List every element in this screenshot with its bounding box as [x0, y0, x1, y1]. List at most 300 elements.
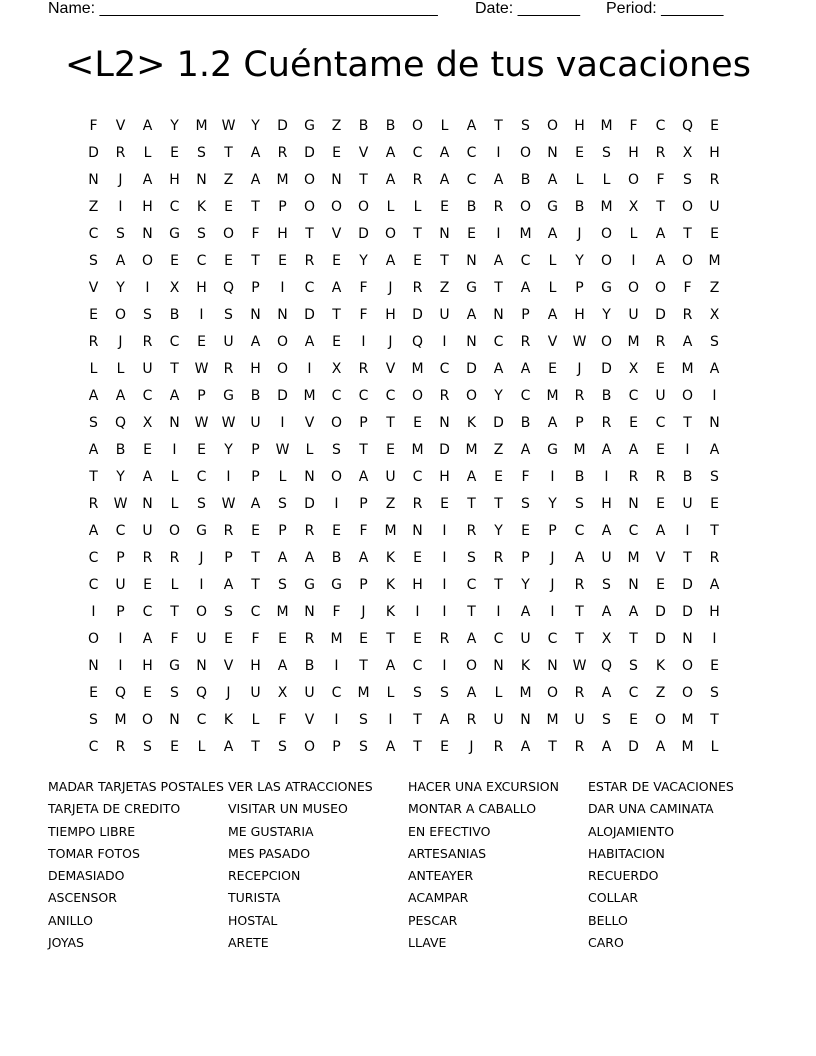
grid-cell[interactable]: C [493, 334, 504, 350]
grid-cell[interactable]: E [143, 685, 152, 701]
grid-cell[interactable]: P [332, 739, 341, 755]
grid-cell[interactable]: H [601, 496, 612, 512]
grid-cell[interactable]: O [681, 388, 694, 404]
grid-cell[interactable]: P [521, 550, 530, 566]
grid-cell[interactable]: V [547, 334, 558, 350]
grid-cell[interactable]: H [196, 280, 207, 296]
grid-cell[interactable]: U [196, 631, 207, 647]
grid-cell[interactable]: C [412, 145, 423, 161]
grid-cell[interactable]: T [413, 739, 422, 755]
grid-cell[interactable]: E [224, 199, 233, 215]
grid-cell[interactable]: S [602, 145, 611, 161]
grid-cell[interactable]: A [466, 469, 477, 485]
grid-cell[interactable]: D [439, 442, 450, 458]
grid-cell[interactable]: H [250, 361, 261, 377]
grid-cell[interactable]: A [439, 145, 450, 161]
grid-cell[interactable]: Q [222, 280, 235, 296]
grid-cell[interactable]: P [251, 469, 260, 485]
grid-cell[interactable]: A [385, 172, 396, 188]
grid-cell[interactable]: I [280, 415, 285, 431]
grid-cell[interactable]: S [89, 712, 98, 728]
grid-cell[interactable]: L [251, 712, 260, 728]
grid-cell[interactable]: M [276, 604, 289, 620]
grid-cell[interactable]: O [303, 739, 316, 755]
grid-cell[interactable]: E [710, 226, 719, 242]
grid-cell[interactable]: D [304, 307, 315, 323]
grid-cell[interactable]: T [224, 145, 233, 161]
grid-cell[interactable]: E [494, 469, 503, 485]
grid-cell[interactable]: J [577, 226, 582, 242]
grid-cell[interactable]: P [251, 280, 260, 296]
grid-cell[interactable]: F [629, 118, 638, 134]
grid-cell[interactable]: M [195, 118, 208, 134]
grid-cell[interactable]: M [330, 631, 343, 647]
grid-cell[interactable]: A [88, 523, 99, 539]
grid-cell[interactable]: S [467, 550, 476, 566]
grid-cell[interactable]: M [276, 172, 289, 188]
grid-cell[interactable]: R [574, 739, 585, 755]
grid-cell[interactable]: C [466, 145, 477, 161]
grid-cell[interactable]: J [118, 334, 123, 350]
grid-cell[interactable]: B [682, 469, 693, 485]
grid-cell[interactable]: V [331, 226, 342, 242]
grid-cell[interactable]: K [520, 658, 531, 674]
grid-cell[interactable]: C [439, 361, 450, 377]
grid-cell[interactable]: T [494, 496, 503, 512]
grid-cell[interactable]: M [519, 226, 532, 242]
grid-cell[interactable]: V [223, 658, 234, 674]
grid-cell[interactable]: E [629, 415, 638, 431]
grid-cell[interactable]: F [251, 631, 260, 647]
grid-cell[interactable]: F [359, 307, 368, 323]
grid-cell[interactable]: T [170, 361, 179, 377]
grid-cell[interactable]: F [251, 226, 260, 242]
grid-cell[interactable]: C [142, 604, 153, 620]
grid-cell[interactable]: A [250, 496, 261, 512]
grid-cell[interactable]: G [169, 658, 180, 674]
grid-cell[interactable]: N [709, 415, 720, 431]
grid-cell[interactable]: Z [493, 442, 504, 458]
grid-cell[interactable]: A [547, 307, 558, 323]
grid-cell[interactable]: O [519, 145, 532, 161]
grid-cell[interactable]: A [493, 361, 504, 377]
grid-cell[interactable]: B [115, 442, 126, 458]
grid-cell[interactable]: U [493, 712, 504, 728]
grid-cell[interactable]: I [442, 658, 447, 674]
grid-cell[interactable]: C [412, 469, 423, 485]
grid-cell[interactable]: S [278, 577, 287, 593]
grid-cell[interactable]: F [89, 118, 98, 134]
grid-cell[interactable]: O [141, 253, 154, 269]
grid-cell[interactable]: G [331, 577, 342, 593]
grid-cell[interactable]: O [600, 253, 613, 269]
grid-cell[interactable]: E [89, 685, 98, 701]
grid-cell[interactable]: F [170, 631, 179, 647]
grid-cell[interactable]: D [628, 739, 639, 755]
grid-cell[interactable]: O [411, 388, 424, 404]
grid-cell[interactable]: D [682, 577, 693, 593]
grid-cell[interactable]: N [439, 226, 450, 242]
grid-cell[interactable]: E [656, 577, 665, 593]
grid-cell[interactable]: R [88, 334, 99, 350]
grid-cell[interactable]: U [250, 685, 261, 701]
grid-cell[interactable]: C [169, 334, 180, 350]
grid-cell[interactable]: A [385, 739, 396, 755]
grid-cell[interactable]: A [358, 469, 369, 485]
grid-cell[interactable]: R [277, 145, 288, 161]
grid-cell[interactable]: T [656, 199, 665, 215]
grid-cell[interactable]: T [386, 415, 395, 431]
grid-cell[interactable]: O [546, 685, 559, 701]
grid-cell[interactable]: J [550, 577, 555, 593]
grid-cell[interactable]: E [170, 739, 179, 755]
grid-cell[interactable]: I [226, 469, 231, 485]
grid-cell[interactable]: C [115, 523, 126, 539]
grid-cell[interactable]: R [655, 334, 666, 350]
grid-cell[interactable]: I [334, 658, 339, 674]
grid-cell[interactable]: P [575, 415, 584, 431]
grid-cell[interactable]: L [170, 469, 179, 485]
grid-cell[interactable]: I [712, 388, 717, 404]
grid-cell[interactable]: P [251, 442, 260, 458]
grid-cell[interactable]: C [142, 388, 153, 404]
grid-cell[interactable]: A [628, 604, 639, 620]
grid-cell[interactable]: J [550, 550, 555, 566]
grid-cell[interactable]: N [142, 226, 153, 242]
grid-cell[interactable]: P [278, 199, 287, 215]
grid-cell[interactable]: O [681, 253, 694, 269]
grid-cell[interactable]: L [386, 685, 395, 701]
grid-cell[interactable]: A [142, 469, 153, 485]
grid-cell[interactable]: O [411, 118, 424, 134]
grid-cell[interactable]: S [197, 145, 206, 161]
grid-cell[interactable]: M [681, 712, 694, 728]
grid-cell[interactable]: T [89, 469, 98, 485]
grid-cell[interactable]: S [521, 118, 530, 134]
grid-cell[interactable]: R [628, 469, 639, 485]
grid-cell[interactable]: D [304, 496, 315, 512]
grid-cell[interactable]: A [142, 118, 153, 134]
grid-cell[interactable]: C [88, 577, 99, 593]
grid-cell[interactable]: H [574, 307, 585, 323]
grid-cell[interactable]: C [331, 388, 342, 404]
grid-cell[interactable]: O [141, 712, 154, 728]
grid-cell[interactable]: N [493, 307, 504, 323]
grid-cell[interactable]: O [600, 226, 613, 242]
grid-cell[interactable]: H [574, 118, 585, 134]
grid-cell[interactable]: T [683, 550, 692, 566]
grid-cell[interactable]: S [89, 415, 98, 431]
grid-cell[interactable]: R [493, 550, 504, 566]
grid-cell[interactable]: Q [681, 118, 694, 134]
grid-cell[interactable]: D [493, 415, 504, 431]
grid-cell[interactable]: E [386, 442, 395, 458]
grid-cell[interactable]: B [520, 415, 531, 431]
grid-cell[interactable]: B [520, 172, 531, 188]
grid-cell[interactable]: N [412, 523, 423, 539]
grid-cell[interactable]: E [629, 712, 638, 728]
grid-cell[interactable]: L [710, 739, 719, 755]
grid-cell[interactable]: X [142, 415, 153, 431]
grid-cell[interactable]: A [250, 172, 261, 188]
grid-cell[interactable]: T [386, 631, 395, 647]
grid-cell[interactable]: A [385, 253, 396, 269]
grid-cell[interactable]: M [627, 550, 640, 566]
grid-cell[interactable]: X [628, 199, 639, 215]
grid-cell[interactable]: E [575, 145, 584, 161]
grid-cell[interactable]: A [601, 685, 612, 701]
grid-cell[interactable]: U [709, 199, 720, 215]
grid-cell[interactable]: R [439, 631, 450, 647]
grid-cell[interactable]: N [304, 469, 315, 485]
grid-cell[interactable]: N [277, 307, 288, 323]
grid-cell[interactable]: E [197, 442, 206, 458]
grid-cell[interactable]: W [275, 442, 290, 458]
grid-cell[interactable]: V [115, 118, 126, 134]
grid-cell[interactable]: A [358, 550, 369, 566]
grid-cell[interactable]: O [330, 199, 343, 215]
grid-cell[interactable]: S [575, 496, 584, 512]
grid-cell[interactable]: I [442, 604, 447, 620]
grid-cell[interactable]: A [574, 550, 585, 566]
grid-cell[interactable]: A [439, 172, 450, 188]
grid-cell[interactable]: I [334, 496, 339, 512]
grid-cell[interactable]: A [493, 172, 504, 188]
grid-cell[interactable]: C [385, 388, 396, 404]
grid-cell[interactable]: X [709, 307, 720, 323]
grid-cell[interactable]: E [278, 631, 287, 647]
grid-cell[interactable]: C [250, 604, 261, 620]
grid-cell[interactable]: D [88, 145, 99, 161]
grid-cell[interactable]: L [170, 577, 179, 593]
grid-cell[interactable]: V [358, 145, 369, 161]
grid-cell[interactable]: E [170, 253, 179, 269]
grid-cell[interactable]: H [709, 604, 720, 620]
grid-cell[interactable]: L [494, 685, 503, 701]
grid-cell[interactable]: R [574, 577, 585, 593]
grid-cell[interactable]: X [601, 631, 612, 647]
grid-cell[interactable]: U [223, 334, 234, 350]
grid-cell[interactable]: E [224, 253, 233, 269]
grid-cell[interactable]: C [88, 226, 99, 242]
grid-cell[interactable]: B [574, 199, 585, 215]
grid-cell[interactable]: C [655, 415, 666, 431]
grid-cell[interactable]: S [359, 712, 368, 728]
grid-cell[interactable]: U [628, 307, 639, 323]
grid-cell[interactable]: A [223, 577, 234, 593]
grid-cell[interactable]: P [359, 415, 368, 431]
grid-cell[interactable]: I [91, 604, 96, 620]
grid-cell[interactable]: C [88, 550, 99, 566]
grid-cell[interactable]: A [520, 604, 531, 620]
grid-cell[interactable]: E [251, 523, 260, 539]
grid-cell[interactable]: X [628, 361, 639, 377]
date-field[interactable]: Date: _______ [475, 0, 580, 17]
grid-cell[interactable]: N [466, 334, 477, 350]
grid-cell[interactable]: M [519, 685, 532, 701]
grid-cell[interactable]: O [303, 172, 316, 188]
grid-cell[interactable]: N [682, 631, 693, 647]
grid-cell[interactable]: C [520, 253, 531, 269]
grid-cell[interactable]: I [280, 280, 285, 296]
grid-cell[interactable]: J [577, 361, 582, 377]
grid-cell[interactable]: E [332, 334, 341, 350]
grid-cell[interactable]: A [466, 307, 477, 323]
grid-cell[interactable]: B [601, 388, 612, 404]
grid-cell[interactable]: R [439, 388, 450, 404]
grid-cell[interactable]: S [332, 442, 341, 458]
grid-cell[interactable]: W [221, 415, 236, 431]
grid-cell[interactable]: N [520, 712, 531, 728]
grid-cell[interactable]: R [466, 712, 477, 728]
grid-cell[interactable]: R [412, 496, 423, 512]
grid-cell[interactable]: U [655, 388, 666, 404]
grid-cell[interactable]: I [361, 334, 366, 350]
grid-cell[interactable]: R [304, 523, 315, 539]
grid-cell[interactable]: D [655, 307, 666, 323]
grid-cell[interactable]: N [142, 496, 153, 512]
grid-cell[interactable]: Y [521, 577, 530, 593]
grid-cell[interactable]: N [169, 712, 180, 728]
grid-cell[interactable]: K [385, 577, 396, 593]
grid-cell[interactable]: B [331, 550, 342, 566]
grid-cell[interactable]: I [685, 442, 690, 458]
grid-cell[interactable]: E [143, 577, 152, 593]
grid-cell[interactable]: J [469, 739, 474, 755]
grid-cell[interactable]: T [413, 226, 422, 242]
grid-cell[interactable]: U [385, 469, 396, 485]
grid-cell[interactable]: C [466, 172, 477, 188]
grid-cell[interactable]: S [278, 739, 287, 755]
grid-cell[interactable]: M [546, 712, 559, 728]
grid-cell[interactable]: T [683, 226, 692, 242]
grid-cell[interactable]: F [359, 523, 368, 539]
grid-cell[interactable]: R [115, 739, 126, 755]
grid-cell[interactable]: U [682, 496, 693, 512]
grid-cell[interactable]: R [466, 523, 477, 539]
grid-cell[interactable]: H [385, 307, 396, 323]
grid-cell[interactable]: Y [494, 388, 503, 404]
grid-cell[interactable]: F [278, 712, 287, 728]
grid-cell[interactable]: H [439, 469, 450, 485]
grid-cell[interactable]: H [709, 145, 720, 161]
grid-cell[interactable]: R [223, 523, 234, 539]
grid-cell[interactable]: A [655, 523, 666, 539]
grid-cell[interactable]: T [494, 577, 503, 593]
grid-cell[interactable]: A [601, 739, 612, 755]
grid-cell[interactable]: C [331, 685, 342, 701]
grid-cell[interactable]: E [278, 253, 287, 269]
grid-cell[interactable]: A [439, 712, 450, 728]
grid-cell[interactable]: F [332, 604, 341, 620]
grid-cell[interactable]: J [118, 172, 123, 188]
grid-cell[interactable]: R [601, 415, 612, 431]
grid-cell[interactable]: W [113, 496, 128, 512]
grid-cell[interactable]: R [142, 550, 153, 566]
grid-cell[interactable]: B [358, 118, 369, 134]
grid-cell[interactable]: B [169, 307, 180, 323]
grid-cell[interactable]: L [386, 199, 395, 215]
grid-cell[interactable]: L [548, 253, 557, 269]
grid-cell[interactable]: N [493, 658, 504, 674]
grid-cell[interactable]: C [628, 523, 639, 539]
grid-cell[interactable]: J [361, 604, 366, 620]
grid-cell[interactable]: W [194, 415, 209, 431]
grid-cell[interactable]: Z [385, 496, 396, 512]
grid-cell[interactable]: Y [602, 307, 611, 323]
grid-cell[interactable]: L [602, 172, 611, 188]
grid-cell[interactable]: U [439, 307, 450, 323]
grid-cell[interactable]: H [250, 658, 261, 674]
grid-cell[interactable]: R [412, 280, 423, 296]
grid-cell[interactable]: B [574, 469, 585, 485]
grid-cell[interactable]: I [550, 604, 555, 620]
grid-cell[interactable]: A [547, 415, 558, 431]
grid-cell[interactable]: E [440, 739, 449, 755]
grid-cell[interactable]: R [493, 199, 504, 215]
grid-cell[interactable]: S [224, 307, 233, 323]
grid-cell[interactable]: Y [224, 442, 233, 458]
grid-cell[interactable]: O [627, 172, 640, 188]
grid-cell[interactable]: M [627, 334, 640, 350]
grid-cell[interactable]: L [629, 226, 638, 242]
grid-cell[interactable]: T [251, 550, 260, 566]
grid-cell[interactable]: I [442, 523, 447, 539]
grid-cell[interactable]: S [359, 739, 368, 755]
grid-cell[interactable]: V [655, 550, 666, 566]
grid-cell[interactable]: R [574, 388, 585, 404]
grid-cell[interactable]: Y [116, 469, 125, 485]
grid-cell[interactable]: O [627, 280, 640, 296]
grid-cell[interactable]: I [172, 442, 177, 458]
grid-cell[interactable]: D [466, 361, 477, 377]
grid-cell[interactable]: O [600, 334, 613, 350]
grid-cell[interactable]: S [710, 685, 719, 701]
grid-cell[interactable]: O [519, 199, 532, 215]
grid-cell[interactable]: T [251, 577, 260, 593]
grid-cell[interactable]: A [466, 118, 477, 134]
grid-cell[interactable]: P [116, 550, 125, 566]
grid-cell[interactable]: X [682, 145, 693, 161]
grid-cell[interactable]: O [276, 361, 289, 377]
grid-cell[interactable]: N [88, 172, 99, 188]
grid-cell[interactable]: I [442, 577, 447, 593]
grid-cell[interactable]: E [197, 334, 206, 350]
grid-cell[interactable]: O [681, 199, 694, 215]
grid-cell[interactable]: R [520, 334, 531, 350]
grid-cell[interactable]: Q [114, 415, 127, 431]
grid-cell[interactable]: N [331, 172, 342, 188]
grid-cell[interactable]: T [575, 631, 584, 647]
grid-cell[interactable]: A [88, 442, 99, 458]
grid-cell[interactable]: Z [709, 280, 720, 296]
grid-cell[interactable]: C [574, 523, 585, 539]
grid-cell[interactable]: R [169, 550, 180, 566]
grid-cell[interactable]: S [602, 712, 611, 728]
grid-cell[interactable]: D [358, 226, 369, 242]
grid-cell[interactable]: A [709, 361, 720, 377]
grid-cell[interactable]: C [628, 685, 639, 701]
grid-cell[interactable]: C [169, 199, 180, 215]
grid-cell[interactable]: Y [251, 118, 260, 134]
grid-cell[interactable]: R [655, 469, 666, 485]
grid-cell[interactable]: I [604, 469, 609, 485]
grid-cell[interactable]: A [547, 226, 558, 242]
grid-cell[interactable]: Z [88, 199, 99, 215]
grid-cell[interactable]: E [467, 226, 476, 242]
grid-cell[interactable]: I [307, 361, 312, 377]
grid-cell[interactable]: A [601, 523, 612, 539]
